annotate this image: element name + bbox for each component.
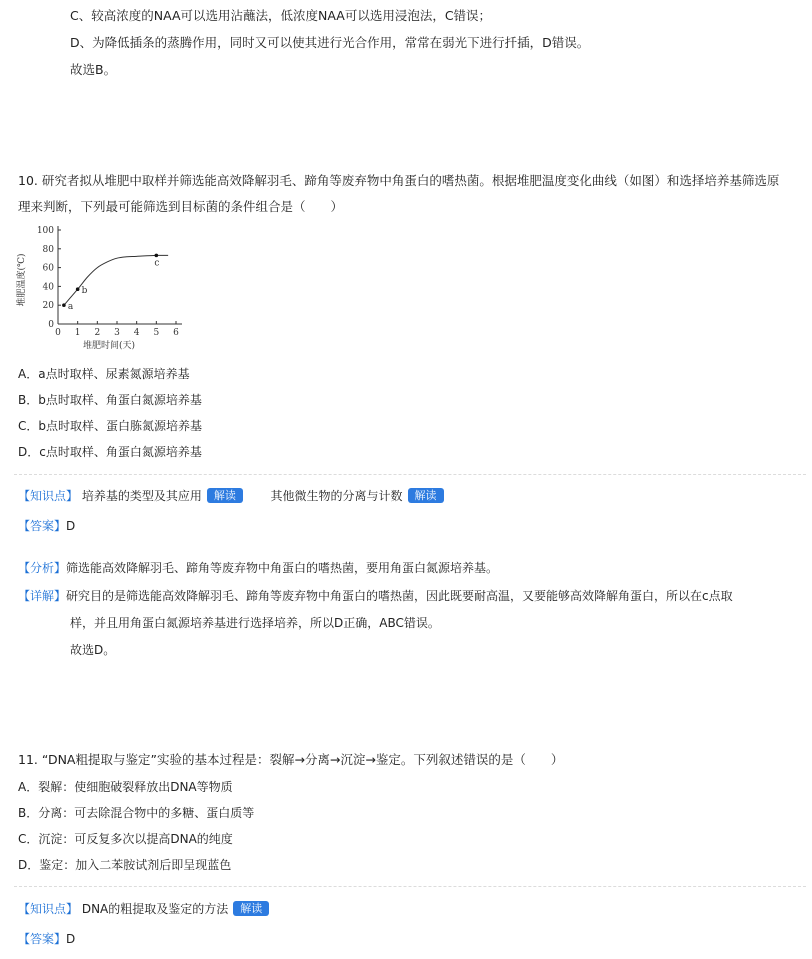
prev-conclusion: 故选B。 bbox=[70, 62, 117, 77]
analysis-text: 筛选能高效降解羽毛、蹄角等废弃物中角蛋白的嗜热菌，要用角蛋白氮源培养基。 bbox=[66, 561, 499, 575]
chart-ylabel: 堆肥温度(℃) bbox=[17, 253, 27, 307]
y-tick-label: 60 bbox=[42, 263, 54, 274]
x-tick-label: 3 bbox=[114, 328, 120, 338]
q10-option-a[interactable]: A．a点时取样、尿素氮源培养基 bbox=[18, 367, 190, 381]
temperature-curve bbox=[64, 255, 168, 305]
x-tick-label: 4 bbox=[133, 328, 140, 338]
answer-value: D bbox=[66, 932, 76, 946]
q11-answer bbox=[18, 930, 75, 948]
divider bbox=[14, 474, 806, 475]
x-tick-label: 0 bbox=[55, 328, 61, 338]
point-b bbox=[76, 287, 80, 291]
y-tick-label: 20 bbox=[42, 301, 54, 312]
q11-knowledge-points bbox=[18, 900, 269, 918]
detail-label: 【详解】 bbox=[18, 589, 67, 603]
knowledge-label: 【知识点】 bbox=[18, 902, 79, 916]
point-c bbox=[155, 254, 159, 258]
detail-line2: 样，并且用角蛋白氮源培养基进行选择培养，所以D正确，ABC错误。 bbox=[70, 616, 440, 630]
interpret-button-1[interactable]: 解读 bbox=[207, 488, 243, 503]
knowledge-label: 【知识点】 bbox=[18, 489, 79, 503]
prev-line-d: D、为降低插条的蒸腾作用，同时又可以使其进行光合作用，常常在弱光下进行扦插，D错误。 bbox=[70, 35, 590, 50]
detail-line1: 研究目的是筛选能高效降解羽毛、蹄角等废弃物中角蛋白的嗜热菌，因此既要耐高温，又要能够高效降解角蛋白，所以在c点取 bbox=[66, 589, 733, 603]
q10-stem-line2: 理来判断，下列最可能筛选到目标菌的条件组合是（ ） bbox=[18, 199, 344, 214]
y-tick-label: 40 bbox=[42, 282, 54, 293]
x-tick-label: 6 bbox=[173, 328, 179, 338]
q10-option-d[interactable]: D．c点时取样、角蛋白氮源培养基 bbox=[18, 445, 202, 459]
q10-knowledge-points bbox=[18, 487, 444, 505]
q11-stem: 11. “DNA粗提取与鉴定”实验的基本过程是：裂解→分离→沉淀→鉴定。下列叙述错误的是（ ） bbox=[18, 752, 564, 767]
q11-option-c[interactable]: C．沉淀：可反复多次以提高DNA的纯度 bbox=[18, 832, 233, 846]
interpret-button-2[interactable]: 解读 bbox=[408, 488, 444, 503]
point-label-b: b bbox=[81, 286, 88, 297]
prev-line-c: C、较高浓度的NAA可以选用沾蘸法，低浓度NAA可以选用浸泡法，C错误； bbox=[70, 8, 492, 23]
point-label-c: c bbox=[154, 258, 160, 269]
answer-value: D bbox=[66, 519, 76, 533]
divider bbox=[14, 886, 806, 887]
q10-detail bbox=[18, 587, 733, 605]
q10-option-c[interactable]: C．b点时取样、蛋白胨氮源培养基 bbox=[18, 419, 202, 433]
y-tick-label: 80 bbox=[42, 244, 54, 255]
q10-option-b[interactable]: B．b点时取样、角蛋白氮源培养基 bbox=[18, 393, 202, 407]
x-tick-label: 1 bbox=[74, 328, 81, 338]
y-tick-label: 0 bbox=[48, 320, 54, 330]
chart-xlabel: 堆肥时间(天) bbox=[82, 341, 136, 351]
knowledge-point-2: 其他微生物的分离与计数 bbox=[270, 489, 403, 503]
interpret-button[interactable]: 解读 bbox=[233, 901, 269, 916]
temperature-chart bbox=[14, 222, 194, 354]
point-a bbox=[62, 303, 66, 307]
q11-option-d[interactable]: D．鉴定：加入二苯胺试剂后即呈现蓝色 bbox=[18, 858, 232, 872]
knowledge-point-1: DNA的粗提取及鉴定的方法 bbox=[81, 902, 229, 916]
point-label-a: a bbox=[67, 302, 74, 313]
x-tick-label: 2 bbox=[94, 328, 101, 338]
q11-option-a[interactable]: A．裂解：使细胞破裂释放出DNA等物质 bbox=[18, 780, 233, 794]
q10-answer bbox=[18, 517, 75, 535]
answer-label: 【答案】 bbox=[18, 519, 67, 533]
x-tick-label: 5 bbox=[153, 328, 160, 338]
analysis-label: 【分析】 bbox=[18, 561, 67, 575]
q10-stem-line1: 10. 研究者拟从堆肥中取样并筛选能高效降解羽毛、蹄角等废弃物中角蛋白的嗜热菌。根据堆肥温度变化曲线（如图）和选择培养基筛选原 bbox=[18, 173, 780, 188]
q11-option-b[interactable]: B．分离：可去除混合物中的多糖、蛋白质等 bbox=[18, 806, 255, 820]
detail-line3: 故选D。 bbox=[70, 643, 116, 657]
knowledge-point-1: 培养基的类型及其应用 bbox=[81, 489, 202, 503]
q10-analysis bbox=[18, 559, 498, 577]
y-tick-label: 100 bbox=[36, 226, 54, 236]
answer-label: 【答案】 bbox=[18, 932, 67, 946]
